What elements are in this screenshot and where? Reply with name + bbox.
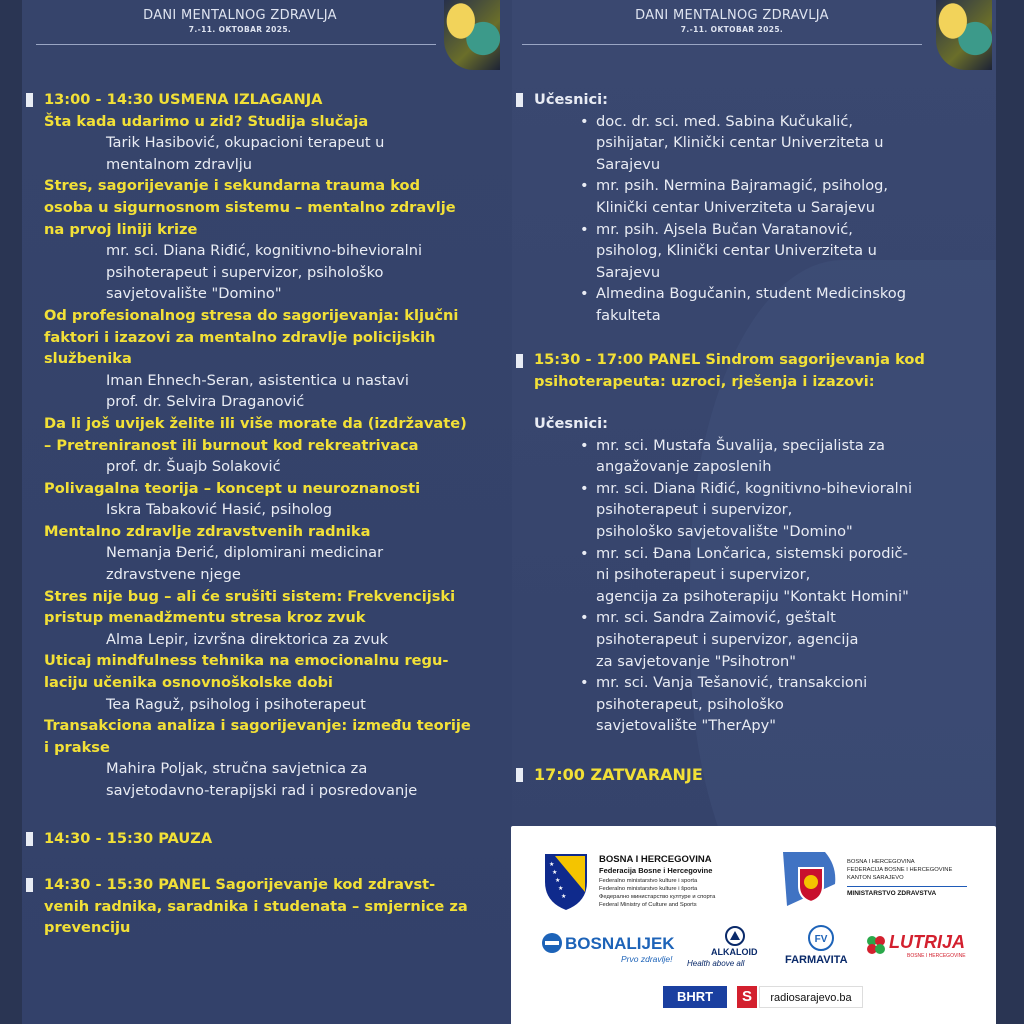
ks-line: KANTON SARAJEVO [847,875,904,881]
talk-title: laciju učenika osnovnoškolske dobi [44,674,333,692]
participant-item [494,111,994,176]
participant-line: mr. sci. Mustafa Šuvalija, specijalista za [596,436,885,454]
participant-line: doc. dr. sci. med. Sabina Kučukalić, [596,112,854,130]
lutrija-sub: BOSNE I HERCEGOVINE [907,953,966,959]
participant-item [494,435,994,478]
talk-speaker: Iman Ehnech-Seran, asistentica u nastavi [106,371,409,389]
right-header [532,8,932,34]
right-edge [996,0,1024,1024]
bosnalijek-icon [541,932,563,954]
header-art-left [444,0,500,70]
participant-item [494,219,994,284]
section-marker [516,354,523,368]
talk-speaker: Mahira Poljak, stručna savjetnica za [106,760,368,778]
talk-speaker: Tea Raguž, psiholog i psihoterapeut [106,695,366,713]
lutrija-logo: LUTRIJA [889,932,965,952]
bullet-icon: • [580,609,589,627]
participants2-list [494,435,994,737]
svg-text:★: ★ [561,893,567,900]
participant-line: fakulteta [596,306,661,324]
farmavita-icon [807,924,835,952]
ks-ministry: MINISTARSTVO ZDRAVSTVA [847,890,937,897]
bullet-icon: • [580,436,589,454]
participants-label: Učesnici: [534,91,608,108]
talk-title: Polivagalna teorija – koncept u neuroznanosti [44,479,421,497]
talk-title: Transakciona analiza i sagorijevanje: između teorije [44,717,471,735]
bosnalijek-tagline: Prvo zdravlje! [621,954,673,964]
bih-title: BOSNA I HERCEGOVINA [599,854,712,865]
section-marker [26,93,33,107]
bih-ministry-line: Federalno ministarstvo kulture i sporta [599,878,698,884]
talk-title: Uticaj mindfulness tehnika na emocionalnu regu- [44,652,449,670]
participant-item [494,607,994,672]
talk-list [44,111,504,802]
farmavita-mark: FV [814,934,828,945]
participant-line: mr. psih. Nermina Bajramagić, psiholog, [596,177,889,195]
talk-speaker: prof. dr. Šuajb Solaković [106,458,281,476]
section-marker [516,768,523,782]
participant-item [494,478,994,543]
participant-line: mr. sci. Sandra Zaimović, geštalt [596,609,836,627]
talk-speaker: mentalnom zdravlju [106,155,253,173]
pause-heading: 14:30 - 15:30 PAUZA [44,830,213,847]
participant-line: agencija za psihoterapiju "Kontakt Homini" [596,587,909,605]
header-title: DANI MENTALNOG ZDRAVLJA [635,8,829,23]
participant-line: savjetovalište "TherApy" [596,717,776,735]
sponsor-logos [511,826,996,1024]
header-art-right [936,0,992,70]
header-title: DANI MENTALNOG ZDRAVLJA [143,8,337,23]
panel1-line: prevenciju [44,919,131,937]
talk-title: Od profesionalnog stresa do sagorijevanja: ključni [44,306,459,324]
closing-heading: 17:00 ZATVARANJE [534,765,703,784]
talk-speaker: prof. dr. Selvira Draganović [106,393,305,411]
header-dates: 7.-11. OKTOBAR 2025. [188,25,292,34]
talk-title: – Pretreniranost ili burnout kod rekreatrivaca [44,436,419,454]
left-program [44,89,504,802]
talk-speaker: savjetodavno-terapijski rad i posredovanje [106,782,418,799]
alkaloid-tagline: Health above all [687,959,745,968]
participant-item [494,175,994,218]
talk-title: Stres, sagorijevanje i sekundarna trauma kod [44,177,421,195]
talk-title: Da li još uvijek želite ili više morate da (izdržavate) [44,414,467,432]
participants1-list [494,111,994,327]
participant-line: mr. psih. Ajsela Bučan Varatanović, [596,220,853,238]
talk-speaker: psihoterapeut i supervizor, psihološko [106,263,384,281]
talk-title: na prvoj liniji krize [44,220,198,238]
panel1-heading [44,874,504,939]
svg-text:★: ★ [558,885,564,892]
talk-speaker: Tarik Hasibović, okupacioni terapeut u [106,134,385,152]
ks-line: FEDERACIJA BOSNE I HERCEGOVINE [847,867,953,873]
participant-item [494,672,994,737]
panel1-line: venih radnika, saradnika i studenata – smjernice za [44,897,468,915]
talk-speaker: Nemanja Đerić, diplomirani medicinar [106,544,384,562]
participant-line: psihoterapeut i supervizor, [596,501,793,519]
bih-ministry-line: Федерално министарство културе и спорта [599,894,716,900]
alkaloid-icon [725,926,745,946]
participant-line: Sarajevu [596,155,661,173]
talk-title: faktori i izazovi za mentalno zdravlje policijskih [44,328,436,346]
panel2-heading [534,349,994,392]
participants2-block [534,413,994,737]
svg-text:★: ★ [552,869,558,876]
participant-line: psihoterapeut, psihološko [596,695,784,713]
participant-line: psihoterapeut i supervizor, agencija [596,630,859,648]
talk-speaker: Iskra Tabaković Hasić, psiholog [106,501,333,519]
clover-icon [865,934,887,956]
header-rule-right [522,44,922,45]
kanton-sarajevo-icon [777,846,843,912]
section-marker [516,93,523,107]
participant-line: angažovanje zaposlenih [596,458,772,476]
section-marker [26,878,33,892]
alkaloid-logo: ALKALOID [711,947,758,957]
talk-title: i prakse [44,738,110,756]
svg-text:★: ★ [549,861,555,868]
bullet-icon: • [580,479,589,497]
bih-coat-of-arms-icon [541,852,591,912]
ks-rule [847,886,967,887]
bullet-icon: • [580,177,589,195]
svg-text:★: ★ [555,877,561,884]
panel2-line: 15:30 - 17:00 PANEL Sindrom sagorijevanja kod [534,351,925,368]
left-edge [0,0,22,1024]
header-dates: 7.-11. OKTOBAR 2025. [680,25,784,34]
bullet-icon: • [580,285,589,303]
talk-speaker: zdravstvene njege [106,566,241,584]
farmavita-logo: FARMAVITA [785,954,848,966]
talk-speaker: savjetovalište "Domino" [106,285,282,303]
participant-line: psihijatar, Klinički centar Univerziteta u [596,134,884,152]
bih-sub: Federacija Bosne i Hercegovine [599,866,713,875]
bosnalijek-logo: BOSNALIJEK [565,934,675,953]
panel1-line: 14:30 - 15:30 PANEL Sagorijevanje kod zdravst- [44,876,436,893]
participant-line: Klinički centar Univerziteta u Sarajevu [596,198,875,216]
participant-line: za savjetovanje "Psihotron" [596,652,796,670]
participant-line: mr. sci. Đana Lončarica, sistemski porodič- [596,544,908,562]
radio-sarajevo-icon: S [737,986,757,1008]
bih-ministry [599,877,715,909]
participant-line: psiholog, Klinički centar Univerziteta u [596,242,877,260]
bullet-icon: • [580,112,589,130]
talk-title: službenika [44,350,132,368]
participant-item [494,283,994,326]
bullet-icon: • [580,674,589,692]
header-rule-left [36,44,436,45]
ks-line: BOSNA I HERCEGOVINA [847,859,915,865]
participant-line: mr. sci. Vanja Tešanović, transakcioni [596,674,868,692]
participant-line: ni psihoterapeut i supervizor, [596,566,811,584]
bhrt-logo: BHRT [663,986,727,1008]
ks-title [847,858,952,882]
talk-speaker: mr. sci. Diana Riđić, kognitivno-bihevioralni [106,242,423,260]
participant-item [494,543,994,608]
talk-title: Mentalno zdravlje zdravstvenih radnika [44,522,371,540]
bih-ministry-line: Federal Ministry of Culture and Sports [599,902,697,908]
participant-line: mr. sci. Diana Riđić, kognitivno-bihevioralni [596,479,913,497]
bullet-icon: • [580,544,589,562]
radio-sarajevo-logo: radiosarajevo.ba [759,986,863,1008]
bih-ministry-line: Federalno ministarstvo kulture i športa [599,886,698,892]
talk-speaker: Alma Lepir, izvršna direktorica za zvuk [106,630,389,648]
participant-line: Almedina Bogučanin, student Medicinskog [596,285,907,303]
talk-title: Šta kada udarimo u zid? Studija slučaja [44,112,369,130]
session-heading: 13:00 - 14:30 USMENA IZLAGANJA [44,91,323,108]
talk-title: pristup menadžmentu stresa kroz zvuk [44,609,366,627]
left-header [40,8,440,34]
participants1-block [534,89,994,327]
talk-title: osoba u sigurnosnom sistemu – mentalno zdravlje [44,198,456,216]
participant-line: psihološko savjetovalište "Domino" [596,522,853,540]
participants-label: Učesnici: [534,415,608,432]
panel2-line: psihoterapeuta: uzroci, rješenja i izazovi: [534,372,875,390]
section-marker [26,832,33,846]
participant-line: Sarajevu [596,263,661,281]
talk-title: Stres nije bug – ali će srušiti sistem: Frekvencijski [44,587,456,605]
bullet-icon: • [580,220,589,238]
